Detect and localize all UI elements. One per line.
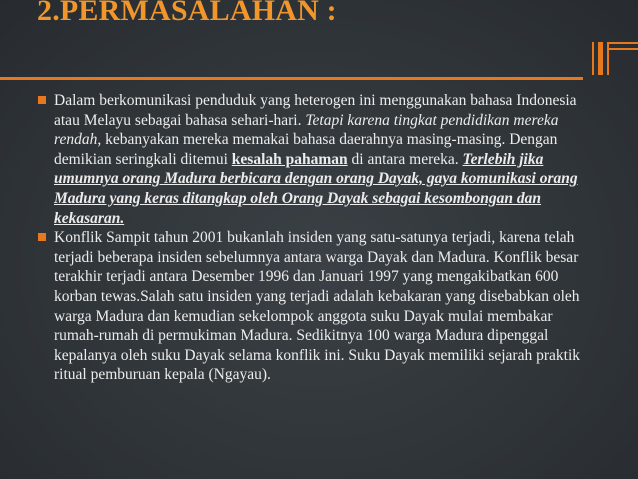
paragraph-text: Konflik Sampit tahun 2001 bukanlah insiden yang satu-satunya terjadi, karena telah terjadi beberapa insiden sebelumnya antara warga Dayak dan Madura. Konflik besar terakhir terjadi antara Desember 1996 dan Januari 1997 yang mengakibatkan 600 korban tewas.Salah satu insiden yang terjadi adalah kebakaran yang disebabkan oleh warga Madura dan kemudian sekelompok anggota suku Dayak mulai membakar rumah-rumah di permukiman Madura. Sedikitnya 100 warga Madura dipenggal kepalanya oleh suku Dayak selama konflik ini. Suku Dayak memiliki sejarah praktik ritual pemburuan kepala (Ngayau). <box>54 229 581 384</box>
slide-title: 2.PERMASALAHAN : <box>37 0 337 27</box>
decorative-bar <box>608 42 638 44</box>
square-bullet-icon <box>38 233 46 241</box>
paragraph-text: , kebanyakan mereka memakai bahasa daerahnya masing-masing. Dengan demikian seringkali ditemui <box>54 131 558 168</box>
slide-content <box>38 91 598 385</box>
bullet-paragraph <box>38 91 598 228</box>
emphasis-text: Terlebih jika umumnya orang Madura berbicara dengan orang Dayak, gaya komunikasi orang Madura yang keras ditangkap oleh Orang Dayak sebagai kesombongan dan kekasaran. <box>54 150 578 227</box>
emphasis-text: kesalah pahaman <box>231 150 348 168</box>
decorative-bar <box>592 42 594 75</box>
square-bullet-icon <box>38 96 46 104</box>
paragraph-text: Dalam berkomunikasi penduduk yang heterogen ini menggunakan bahasa Indonesia atau Melayu sebagai bahasa sehari-hari. <box>54 92 577 129</box>
italic-text: Tetapi karena tingkat pendidikan mereka rendah <box>54 111 559 149</box>
decorative-bar <box>598 42 603 75</box>
decorative-bar <box>608 48 638 50</box>
decorative-bar <box>607 42 609 75</box>
paragraph-text: di antara mereka. <box>347 150 463 168</box>
bullet-paragraph <box>38 228 598 385</box>
title-underline <box>0 77 583 80</box>
